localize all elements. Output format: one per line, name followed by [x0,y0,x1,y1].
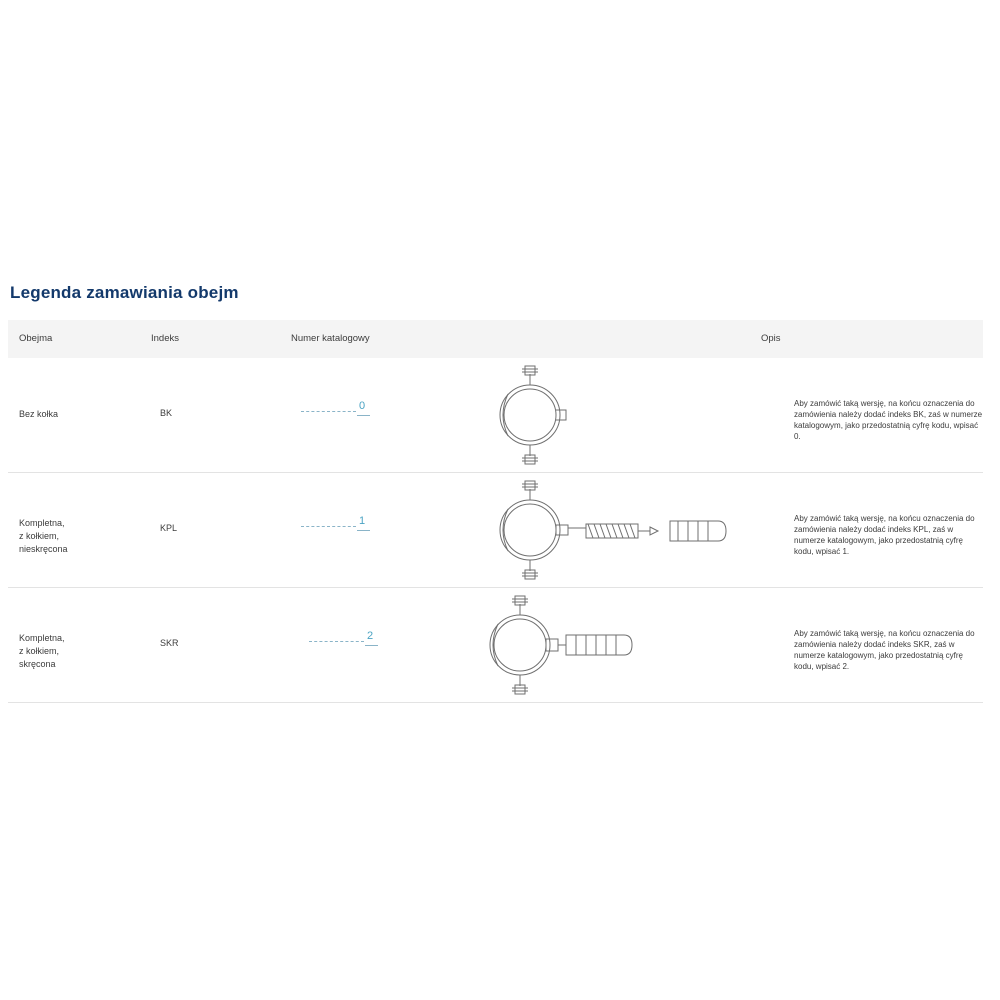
column-header-indeks: Indeks [151,333,179,344]
table-row [8,473,983,588]
page-title: Legenda zamawiania obejm [10,283,239,302]
cell-numer-katalogowy [291,515,451,535]
cell-obejma-line: nieskręcona [19,544,68,554]
cell-opis: Aby zamówić taką wersję, na końcu oznaczenia do zamówienia należy dodać indeks BK, zaś w numerze katalogowym, jako przedostatnią cyfrę kodu, wpisać 0. [794,399,983,441]
code-digit: 0 [359,400,366,412]
cell-obejma-line: z kołkiem, [19,646,60,656]
code-digit-underline [365,645,378,646]
cell-indeks: BK [160,408,173,418]
code-dashes [301,411,356,412]
clamp-with-loose-screw-and-plug-icon [448,473,748,587]
cell-obejma [19,517,139,556]
cell-obejma [19,632,139,671]
code-digit-underline [357,415,370,416]
table-row [8,588,983,703]
cell-obejma-line: Kompletna, [19,518,65,528]
code-dashes [309,641,364,642]
clamp-with-assembled-plug-icon [448,588,748,702]
code-digit-underline [357,530,370,531]
cell-indeks: SKR [160,638,179,648]
cell-opis: Aby zamówić taką wersję, na końcu oznaczenia do zamówienia należy dodać indeks SKR, zaś w numerze katalogowym, jako przedostatnią cyfrę kodu, wpisać 2. [794,629,975,671]
table-header-row [8,320,983,358]
cell-obejma-line: z kołkiem, [19,531,60,541]
cell-indeks: KPL [160,523,178,533]
column-header-opis: Opis [761,333,781,344]
cell-numer-katalogowy [291,630,451,650]
code-digit: 1 [359,515,366,527]
cell-obejma-line: skręcona [19,659,56,669]
code-dashes [301,526,356,527]
column-header-obejma: Obejma [19,333,53,344]
legend-table [8,320,983,703]
cell-obejma-line: Kompletna, [19,633,65,643]
clamp-only-icon [448,358,748,472]
table-row [8,358,983,473]
column-header-numer-katalogowy: Numer katalogowy [291,333,370,344]
cell-numer-katalogowy [291,400,451,420]
code-digit: 2 [367,630,374,642]
cell-obejma: Bez kołka [19,409,59,419]
cell-opis: Aby zamówić taką wersję, na końcu oznaczenia do zamówienia należy dodać indeks KPL, zaś w numerze katalogowym, jako przedostatnią cyfrę kodu, wpisać 1. [794,514,975,556]
